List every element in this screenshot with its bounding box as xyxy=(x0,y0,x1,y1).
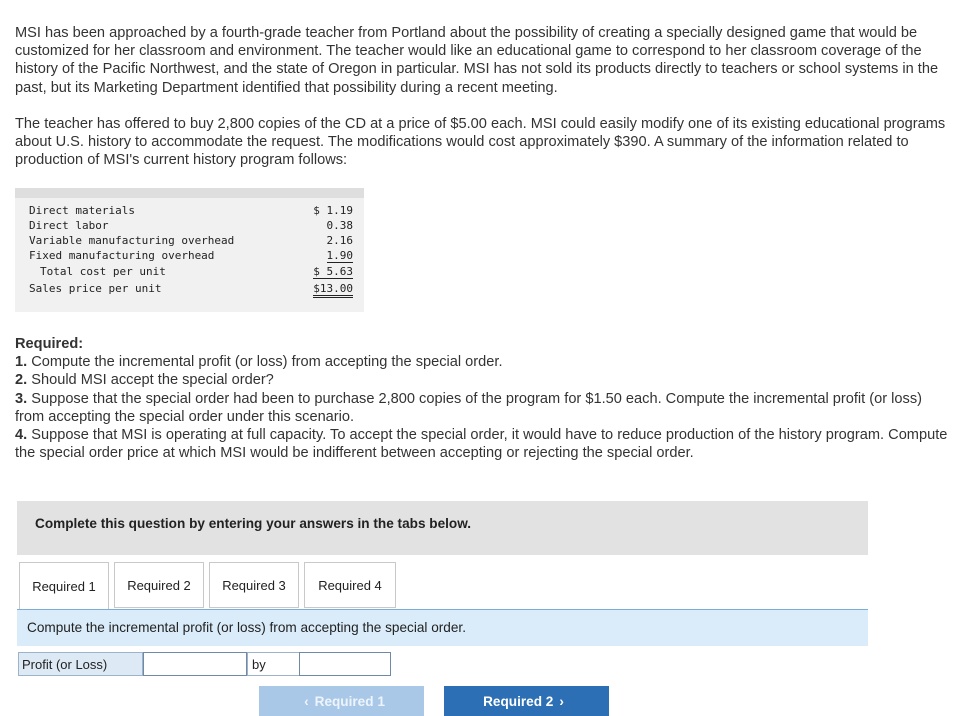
table-row xyxy=(15,204,364,219)
cost-value: $13.00 xyxy=(313,282,353,298)
item-text: Suppose that MSI is operating at full capacity. To accept the special order, it would have to reduce production of the history program. Compute the special order price at which MSI would be indifferent between accepting or rejecting the special order. xyxy=(15,427,948,462)
profit-loss-amount-input[interactable] xyxy=(299,652,391,676)
intro-paragraph-1: MSI has been approached by a fourth-grade teacher from Portland about the possibility of creating a specially designed game that would be customized for her classroom and environment. The teacher would like an educational game to correspond to her classroom coverage of the history of the Pacific Northwest, and the state of Oregon in particular. MSI has not sold its products directly to teachers or school systems in the past, but its Marketing Department identified that possibility during a recent meeting. xyxy=(15,25,939,96)
table-row xyxy=(15,265,364,280)
by-label: by xyxy=(247,652,300,676)
required-heading: Required: xyxy=(15,336,84,352)
cost-label: Direct materials xyxy=(29,204,135,217)
cost-value: 1.90 xyxy=(326,249,353,262)
cost-value: $ 5.63 xyxy=(313,265,353,278)
cost-label: Total cost per unit xyxy=(40,265,166,278)
tab-required-1[interactable]: Required 1 xyxy=(19,562,109,610)
item-number: 3. xyxy=(15,390,28,407)
item-text: Compute the incremental profit (or loss) from accepting the special order. xyxy=(31,354,503,371)
next-button-label: Required 2 xyxy=(483,693,554,709)
instructions-banner xyxy=(17,501,868,555)
cost-value: $ 1.19 xyxy=(313,204,353,217)
table-row xyxy=(15,234,364,249)
tab-required-2[interactable]: Required 2 xyxy=(114,562,204,608)
table-row xyxy=(15,219,364,234)
banner-text: Complete this question by entering your answers in the tabs below. xyxy=(35,516,472,531)
cost-label: Fixed manufacturing overhead xyxy=(29,249,215,262)
cost-value: 2.16 xyxy=(326,234,353,247)
intro-paragraph-2: The teacher has offered to buy 2,800 copies of the CD at a price of $5.00 each. MSI could easily modify one of its existing educational programs about U.S. history to accommodate the request. The modifications would cost approximately $390. A summary of the information related to production of MSI's current history program follows: xyxy=(15,116,946,169)
item-text: Should MSI accept the special order? xyxy=(31,372,274,389)
profit-loss-dropdown[interactable] xyxy=(143,652,247,676)
required-item-4 xyxy=(15,426,955,462)
item-text: Suppose that the special order had been to purchase 2,800 copies of the program for $1.50 each. Compute the incremental profit (or loss) from accepting the special order under this scenario. xyxy=(15,390,922,425)
cost-label: Variable manufacturing overhead xyxy=(29,234,235,247)
cost-value: 0.38 xyxy=(326,219,353,232)
cost-label: Direct labor xyxy=(29,219,109,232)
item-number: 4. xyxy=(15,427,28,444)
cost-summary-table xyxy=(15,188,364,312)
table-row xyxy=(15,249,364,264)
tab-required-3[interactable]: Required 3 xyxy=(209,562,299,608)
chevron-right-icon: › xyxy=(559,693,564,709)
cost-label: Sales price per unit xyxy=(29,282,162,295)
prev-button-label: Required 1 xyxy=(314,693,385,709)
tab-required-4[interactable]: Required 4 xyxy=(304,562,396,608)
required-item-1 xyxy=(15,353,955,371)
item-number: 1. xyxy=(15,354,28,371)
profit-loss-label: Profit (or Loss) xyxy=(18,652,143,676)
chevron-left-icon: ‹ xyxy=(304,693,309,709)
item-number: 2. xyxy=(15,372,28,389)
required-item-3 xyxy=(15,390,955,426)
instruction-text: Compute the incremental profit (or loss) from accepting the special order. xyxy=(27,620,466,635)
tab-instruction xyxy=(17,610,868,646)
required-item-2 xyxy=(15,371,955,389)
table-row xyxy=(15,282,364,297)
required-section xyxy=(15,335,955,462)
